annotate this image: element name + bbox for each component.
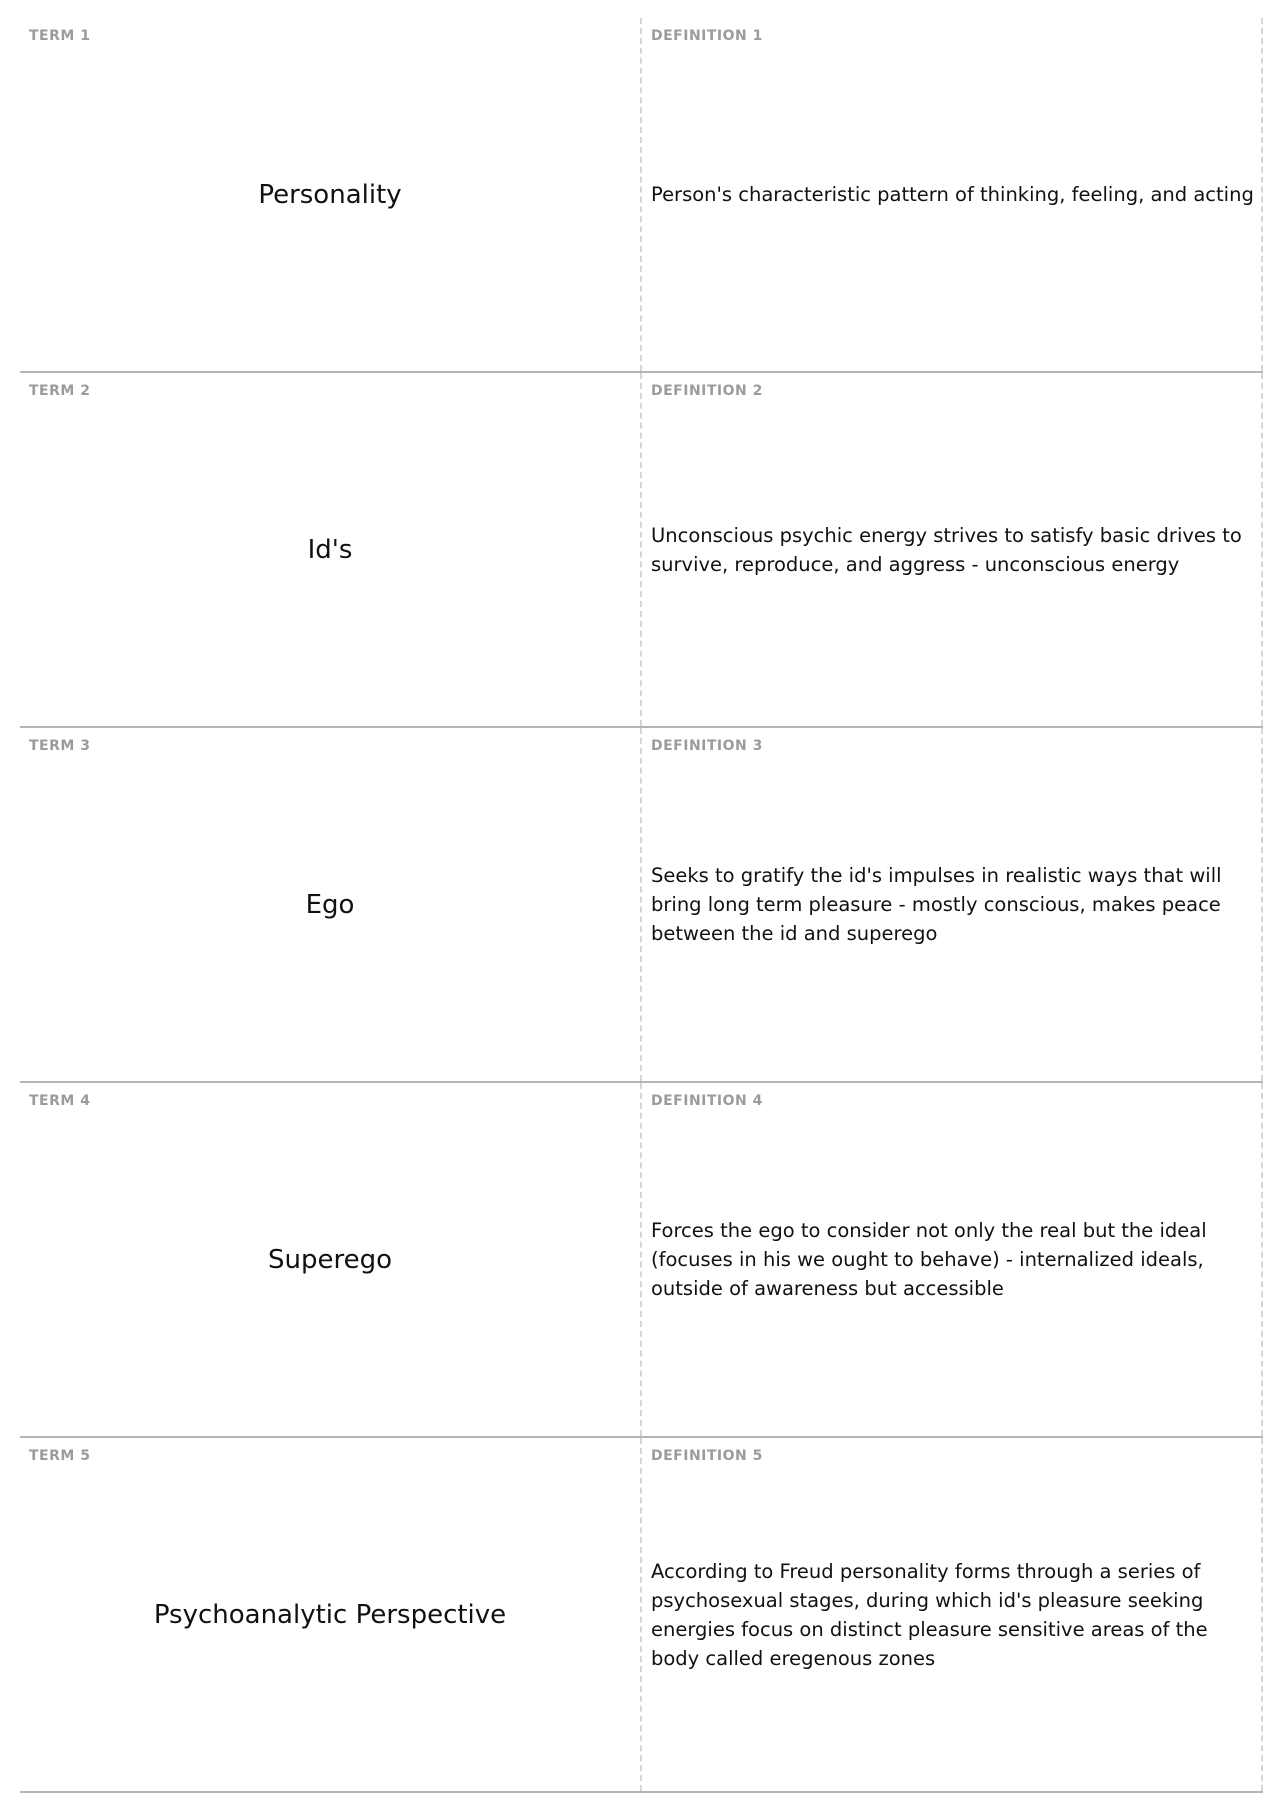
term-label: TERM 2	[29, 383, 91, 399]
cut-line-edge	[1261, 18, 1263, 371]
cut-line-vertical	[640, 373, 642, 726]
term-cell	[20, 728, 640, 1081]
definition-label: DEFINITION 5	[651, 1448, 763, 1464]
definition-cell	[651, 1083, 1255, 1436]
term-cell	[20, 1083, 640, 1436]
flashcard-sheet	[20, 18, 1263, 1793]
term-label: TERM 4	[29, 1093, 91, 1109]
flashcard-row	[20, 728, 1263, 1083]
definition-text: Seeks to gratify the id's impulses in realistic ways that will bring long term pleasure - mostly conscious, makes peace between the id and superego	[651, 864, 1222, 945]
term-text: Personality	[258, 179, 402, 210]
flashcard-row	[20, 1438, 1263, 1793]
definition-text: Person's characteristic pattern of thinking, feeling, and acting	[651, 183, 1254, 206]
definition-cell	[651, 1438, 1255, 1791]
cut-line-edge	[1261, 728, 1263, 1081]
term-text: Ego	[305, 889, 355, 920]
definition-cell	[651, 728, 1255, 1081]
cut-line-vertical	[640, 1083, 642, 1436]
term-label: TERM 5	[29, 1448, 91, 1464]
term-text: Id's	[307, 534, 353, 565]
definition-cell	[651, 18, 1255, 371]
definition-cell	[651, 373, 1255, 726]
definition-label: DEFINITION 1	[651, 28, 763, 44]
definition-text: Unconscious psychic energy strives to satisfy basic drives to survive, reproduce, and aggress - unconscious energy	[651, 523, 1242, 576]
cut-line-vertical	[640, 1438, 642, 1791]
cut-line-vertical	[640, 728, 642, 1081]
term-label: TERM 1	[29, 28, 91, 44]
cut-line-edge	[1261, 1083, 1263, 1436]
term-text: Superego	[267, 1244, 392, 1275]
term-cell	[20, 1438, 640, 1791]
flashcard-row	[20, 1083, 1263, 1438]
term-text: Psychoanalytic Perspective	[153, 1599, 507, 1630]
definition-label: DEFINITION 4	[651, 1093, 763, 1109]
definition-text: Forces the ego to consider not only the real but the ideal (focuses in his we ought to behave) - internalized ideals, outside of awareness but accessible	[651, 1219, 1207, 1300]
definition-label: DEFINITION 3	[651, 738, 763, 754]
flashcard-row	[20, 373, 1263, 728]
definition-label: DEFINITION 2	[651, 383, 763, 399]
term-cell	[20, 373, 640, 726]
cut-line-vertical	[640, 18, 642, 371]
cut-line-edge	[1261, 1438, 1263, 1791]
flashcard-row	[20, 18, 1263, 373]
definition-text: According to Freud personality forms through a series of psychosexual stages, during which id's pleasure seeking energies focus on distinct pleasure sensitive areas of the body called eregenous zones	[651, 1559, 1208, 1670]
cut-line-edge	[1261, 373, 1263, 726]
term-label: TERM 3	[29, 738, 91, 754]
term-cell	[20, 18, 640, 371]
